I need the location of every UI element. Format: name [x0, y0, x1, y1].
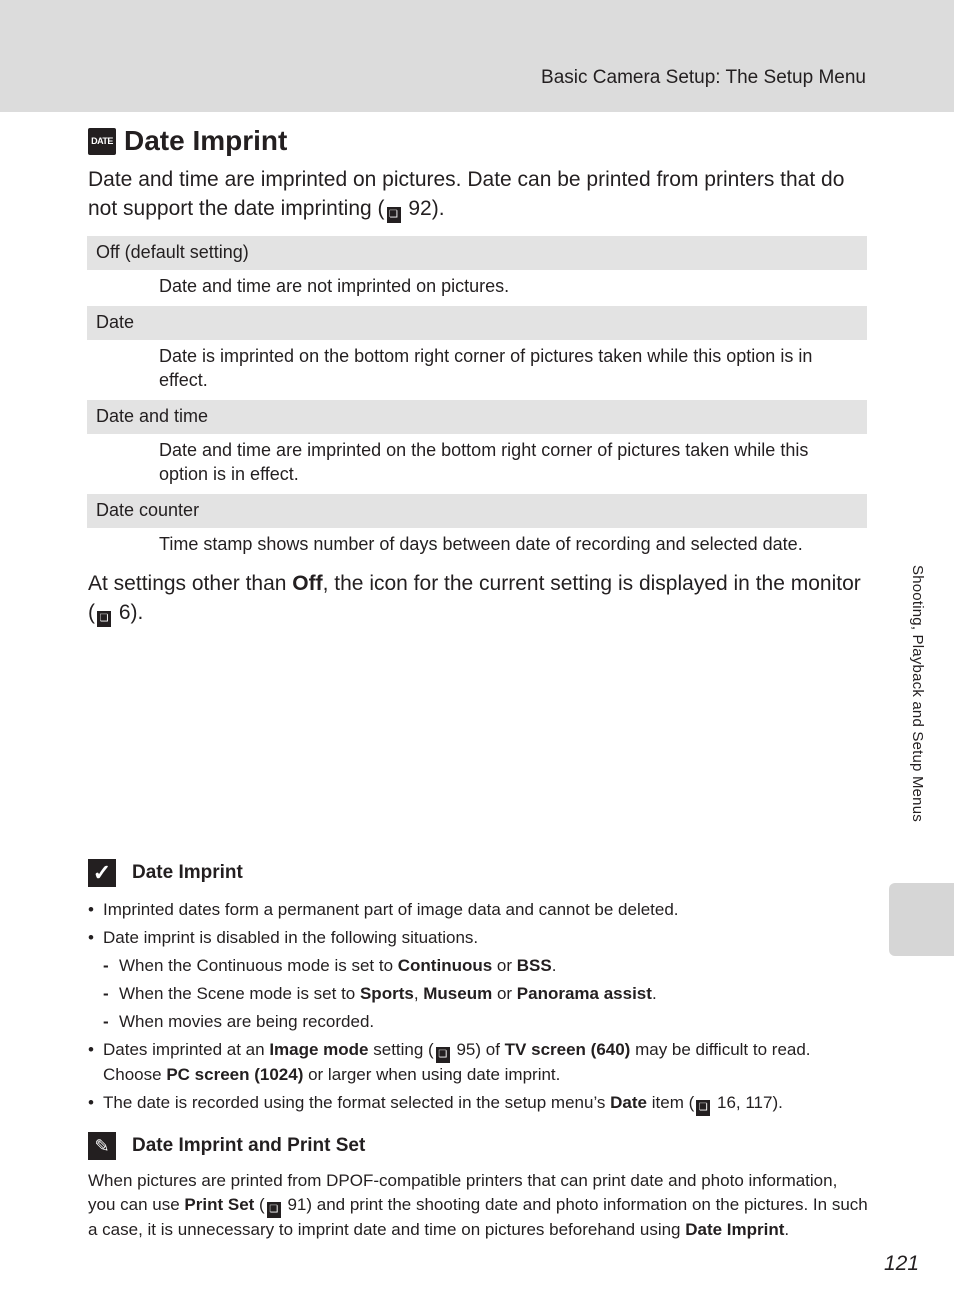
section-title: Basic Camera Setup: The Setup Menu — [541, 67, 866, 88]
book-icon: ❏ — [387, 207, 401, 223]
option-name: Date counter — [87, 494, 867, 528]
list-item: • Dates imprinted at an Image mode setting ( ❏ 95) of TV screen (640) may be difficult to read. Choose PC screen (1024) or larger when using date imprint. — [88, 1040, 811, 1084]
header-band — [0, 0, 954, 112]
side-tab — [889, 883, 954, 956]
check-icon: ✓ — [88, 859, 116, 887]
settings-note: At settings other than Off, the icon for the current setting is displayed in the monitor ( ❏ 6). — [88, 569, 868, 627]
side-tab-label: Shooting, Playback and Setup Menus — [909, 565, 926, 822]
intro-paragraph: Date and time are imprinted on pictures. Date can be printed from printers that do not support the date imprinting ( ❏ 92). — [88, 165, 878, 223]
list-item: • Date imprint is disabled in the following situations. - When the Continuous mode is set to Continuous or BSS. - When the Scene mode is set to Sports, Museum or Panorama assist. - When movies are being recorded. — [88, 926, 868, 1034]
option-name: Date — [87, 306, 867, 340]
pencil-icon: ✎ — [88, 1132, 116, 1160]
note-print-set — [88, 1131, 868, 1242]
book-icon: ❏ — [97, 611, 111, 627]
sub-item: - When the Scene mode is set to Sports, Museum or Panorama assist. — [103, 984, 657, 1003]
book-icon: ❏ — [267, 1202, 281, 1218]
option-desc: Date and time are not imprinted on pictures. — [159, 276, 510, 296]
option-desc: Time stamp shows number of days between date of recording and selected date. — [159, 534, 803, 554]
option-name: Date and time — [87, 400, 867, 434]
note-title: Date Imprint — [132, 862, 243, 883]
page-title — [88, 124, 287, 158]
book-icon: ❏ — [436, 1047, 450, 1063]
book-icon: ❏ — [696, 1100, 710, 1116]
date-icon: DATE — [88, 128, 116, 155]
note-title: Date Imprint and Print Set — [132, 1135, 366, 1156]
option-desc: Date and time are imprinted on the bottom right corner of pictures taken while this option is in effect. — [159, 440, 809, 484]
note-bullets — [88, 898, 868, 1116]
note-paragraph: When pictures are printed from DPOF-compatible printers that can print date and photo information, you can use Print Set ( ❏ 91) and print the shooting date and photo information on the pictures. In such a case, it is unnecessary to imprint date and time on pictures beforehand using Date Imprint. — [88, 1171, 868, 1239]
list-item: • Imprinted dates form a permanent part of image data and cannot be deleted. — [88, 900, 679, 919]
options-table — [87, 236, 867, 564]
page-title-text: Date Imprint — [124, 125, 288, 156]
option-desc: Date is imprinted on the bottom right corner of pictures taken while this option is in effect. — [159, 346, 813, 390]
note-date-imprint — [88, 858, 868, 1120]
option-name: Off (default setting) — [87, 236, 867, 270]
sub-item: - When the Continuous mode is set to Continuous or BSS. — [103, 956, 557, 975]
page-number: 121 — [884, 1252, 920, 1275]
list-item: • The date is recorded using the format selected in the setup menu’s Date item ( ❏ 16, 117). — [88, 1091, 868, 1116]
sub-item: - When movies are being recorded. — [103, 1012, 375, 1031]
